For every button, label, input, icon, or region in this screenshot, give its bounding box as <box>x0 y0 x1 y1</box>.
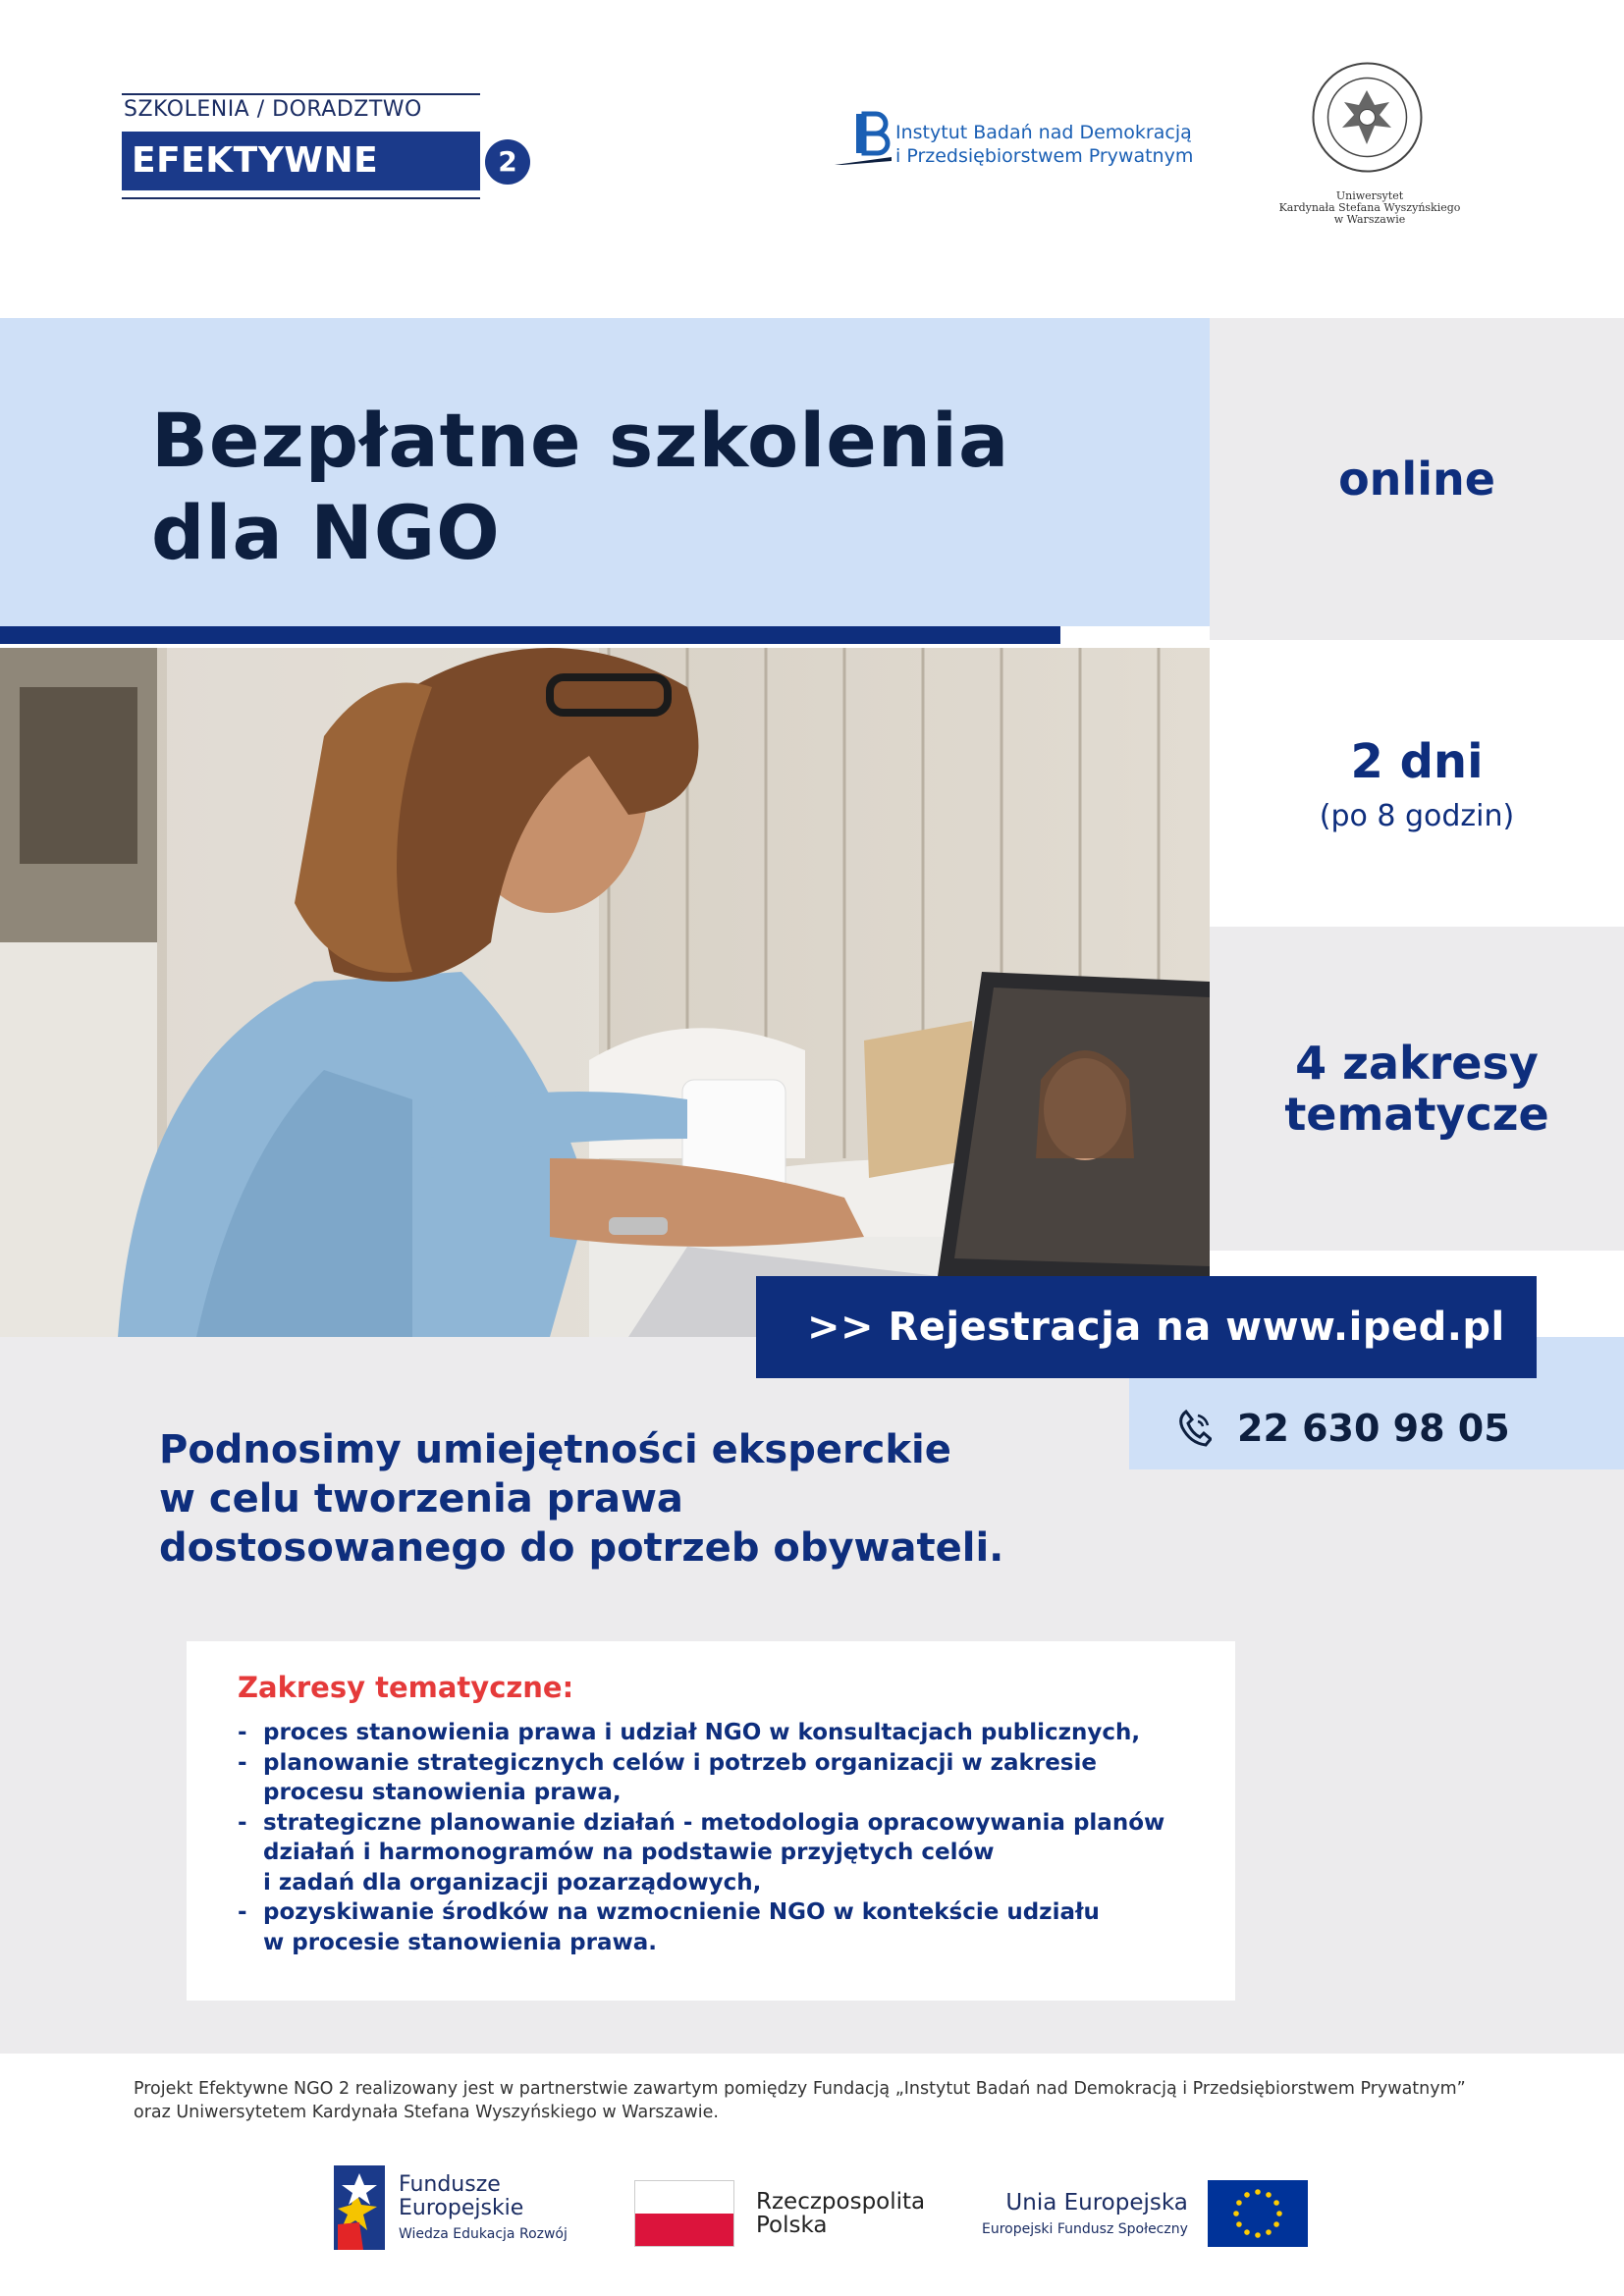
unia-europejska-logo <box>982 2177 1308 2250</box>
fe-line3: Wiedza Edukacja Rozwój <box>399 2226 568 2242</box>
eu-star <box>1244 2192 1250 2198</box>
slogan-line1: Podnosimy umiejętności eksperckie <box>159 1427 951 1472</box>
hero-underline <box>0 626 1060 644</box>
eu-star <box>1233 2211 1239 2216</box>
uksw-seal-icon <box>1311 61 1424 174</box>
rp-line1: Rzeczpospolita <box>756 2189 926 2215</box>
mode-online-label: online <box>1338 453 1495 506</box>
duration-days: 2 dni <box>1350 733 1484 789</box>
logo-subtitle: SZKOLENIA / DORADZTWO <box>124 97 422 122</box>
topics-count-line1: 4 zakresy <box>1295 1037 1539 1090</box>
eu-star <box>1244 2229 1250 2235</box>
logo-number-badge: 2 <box>485 139 530 185</box>
eu-star <box>1266 2229 1272 2235</box>
list-item: - planowanie strategicznych celów i potrzeb organizacji w zakresie procesu stanowienia prawa, <box>238 1748 1235 1808</box>
logo-rule-top <box>122 93 480 95</box>
ib-logo-line1: Instytut Badań nad Demokracją <box>895 122 1192 143</box>
uksw-name <box>1267 190 1473 226</box>
partnership-note <box>134 2077 1508 2124</box>
hero-photo <box>0 648 1210 1337</box>
hero-title-line2: dla NGO <box>151 489 501 576</box>
eu-line1: Unia Europejska <box>1005 2190 1188 2216</box>
rzeczpospolita-polska-logo <box>634 2179 925 2248</box>
eu-flag-icon <box>1208 2180 1308 2247</box>
duration-hours: (po 8 godzin) <box>1319 798 1515 833</box>
poland-flag-icon <box>634 2180 734 2247</box>
registration-link-button[interactable]: >> Rejestracja na www.iped.pl <box>756 1276 1537 1378</box>
hero-title <box>151 395 1009 579</box>
logo-name: EFEKTYWNE NGO <box>122 132 480 190</box>
woman-laptop-illustration <box>0 648 1210 1337</box>
fundusze-europejskie-logo <box>334 2163 568 2252</box>
eu-line2: Europejski Fundusz Społeczny <box>982 2221 1188 2237</box>
uksw-line1: Uniwersytet <box>1335 189 1404 202</box>
rp-line2: Polska <box>756 2213 828 2238</box>
ib-logo-line2: i Przedsiębiorstwem Prywatnym <box>895 145 1194 167</box>
list-item: - strategiczne planowanie działań - metodologia opracowywania planów działań i harmonogramów na podstawie przyjętych celów i zadań dla organizacji pozarządowych, <box>238 1808 1235 1898</box>
ib-logo-icon <box>835 110 892 165</box>
ib-institute-logo <box>805 108 1198 187</box>
fe-line2: Europejskie <box>399 2196 524 2220</box>
list-item: - pozyskiwanie środków na wzmocnienie NGO w kontekście udziału w procesie stanowienia prawa. <box>238 1897 1235 1957</box>
uksw-logo <box>1267 61 1463 238</box>
phone-number: 22 630 98 05 <box>1237 1407 1510 1450</box>
slogan <box>159 1425 1102 1573</box>
slogan-line3: dostosowanego do potrzeb obywateli. <box>159 1525 1004 1571</box>
eu-star <box>1273 2200 1279 2206</box>
fe-line1: Fundusze <box>399 2172 501 2197</box>
eu-star <box>1276 2211 1282 2216</box>
topics-count-line2: tematycze <box>1284 1088 1549 1141</box>
partnership-note-line1: Projekt Efektywne NGO 2 realizowany jest w partnerstwie zawartym pomiędzy Fundacją „Instytut Badań nad Demokracją i Przedsiębiorstwem Prywatnym” <box>134 2079 1466 2099</box>
eu-star <box>1273 2221 1279 2227</box>
uksw-line3: w Warszawie <box>1333 213 1406 226</box>
topics-count-panel <box>1210 927 1624 1251</box>
fe-star-icon <box>334 2165 385 2250</box>
phone-contact[interactable] <box>1178 1399 1510 1458</box>
slogan-line2: w celu tworzenia prawa <box>159 1476 683 1522</box>
eu-star <box>1236 2221 1242 2227</box>
eu-star <box>1255 2232 1261 2238</box>
logo-rule-bottom <box>122 197 480 199</box>
duration-panel <box>1210 640 1624 927</box>
list-item: - proces stanowienia prawa i udział NGO w konsultacjach publicznych, <box>238 1718 1235 1748</box>
efektywne-ngo-logo <box>122 93 544 240</box>
topics-card <box>187 1641 1235 2001</box>
topics-heading: Zakresy tematyczne: <box>238 1671 574 1704</box>
uksw-line2: Kardynała Stefana Wyszyńskiego <box>1278 201 1461 214</box>
partnership-note-line2: oraz Uniwersytetem Kardynała Stefana Wyszyńskiego w Warszawie. <box>134 2103 719 2122</box>
eu-star <box>1266 2192 1272 2198</box>
topics-list <box>238 1718 1235 1957</box>
phone-icon <box>1178 1410 1212 1447</box>
hero-title-line1: Bezpłatne szkolenia <box>151 397 1010 484</box>
eu-star <box>1236 2200 1242 2206</box>
eu-star <box>1255 2189 1261 2195</box>
mode-online-panel <box>1210 318 1624 640</box>
